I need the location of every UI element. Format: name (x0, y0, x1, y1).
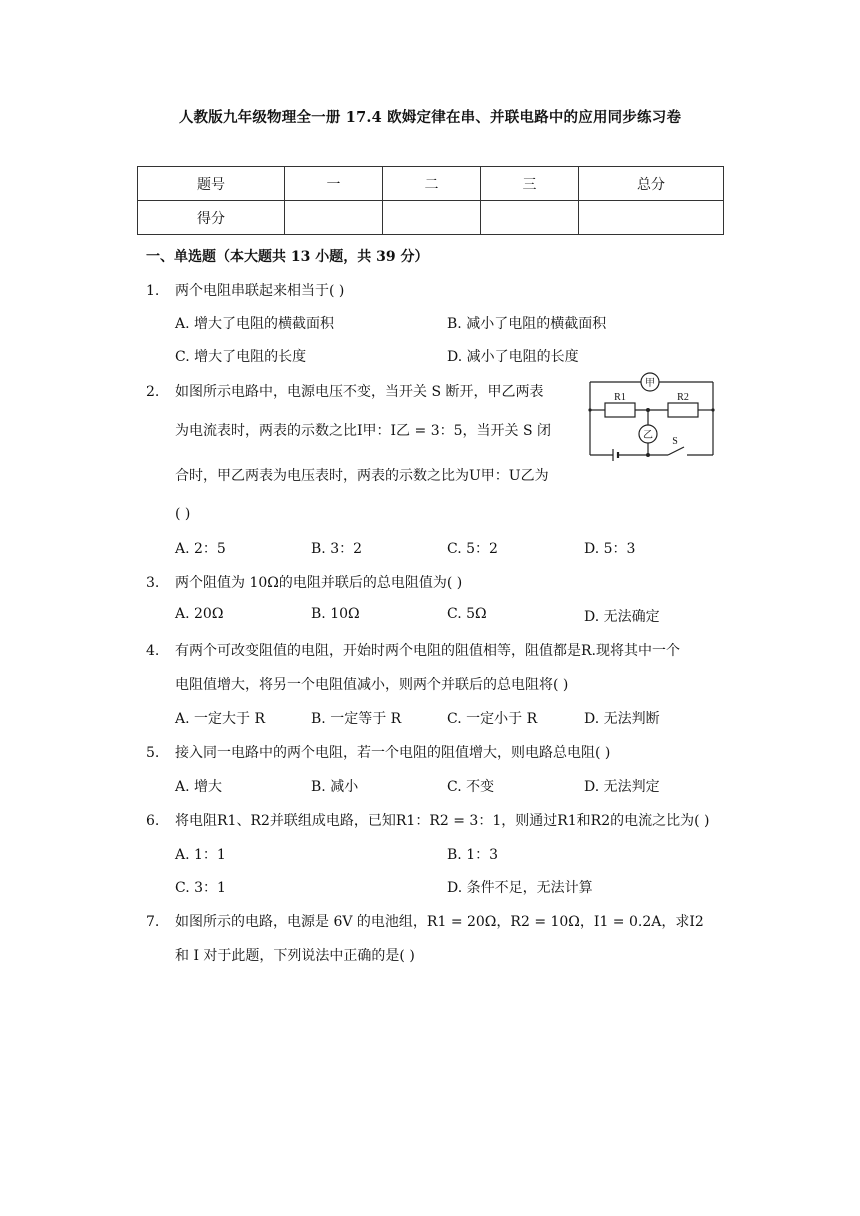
option-d: D. 无法判定 (584, 779, 660, 795)
option-c: C. 3：1 (175, 880, 226, 896)
switch-label: S (672, 436, 678, 447)
question-4 (146, 640, 680, 660)
option-a: A. 2：5 (175, 541, 226, 557)
question-line: 有两个可改变阻值的电阻，开始时两个电阻的阻值相等，阻值都是R.现将其中一个 (175, 643, 680, 659)
option-d: D. 条件不足，无法计算 (447, 880, 593, 896)
question-line: 和 I 对于此题，下列说法中正确的是( ) (175, 948, 415, 964)
question-2 (146, 381, 544, 401)
question-1 (146, 280, 344, 300)
table-header: 二 (383, 167, 481, 201)
question-number: 5. (146, 745, 160, 761)
meter-label-jia: 甲 (645, 378, 655, 389)
option-a: A. 增大了电阻的横截面积 (175, 316, 335, 332)
option-a: A. 1：1 (175, 847, 226, 863)
question-line: 合时，甲乙两表为电压表时，两表的示数之比为U甲：U乙为 (175, 468, 549, 484)
r1-label: R1 (614, 392, 626, 403)
option-b: B. 一定等于 R (311, 711, 402, 727)
question-number: 4. (146, 643, 160, 659)
option-b: B. 1：3 (447, 847, 499, 863)
table-header: 三 (481, 167, 579, 201)
option-c: C. 不变 (447, 779, 495, 795)
row-label: 得分 (138, 201, 285, 235)
option-b: B. 3：2 (311, 541, 363, 557)
option-c: C. 增大了电阻的长度 (175, 349, 307, 365)
table-header: 题号 (138, 167, 285, 201)
page-title: 人教版九年级物理全一册 17.4 欧姆定律在串、并联电路中的应用同步练习卷 (178, 109, 682, 126)
option-a: A. 一定大于 R (175, 711, 266, 727)
question-stem: 两个电阻串联起来相当于( ) (175, 283, 345, 299)
r2-label: R2 (677, 392, 689, 403)
question-number: 7. (146, 914, 160, 930)
circuit-diagram (585, 372, 717, 464)
table-header: 总分 (579, 167, 724, 201)
score-cell (285, 201, 383, 235)
table-row (138, 201, 724, 235)
option-b: B. 减小了电阻的横截面积 (447, 316, 607, 332)
option-b: B. 减小 (311, 779, 359, 795)
question-stem: 接入同一电路中的两个电阻，若一个电阻的阻值增大，则电路总电阻( ) (175, 745, 611, 761)
option-c: C. 5：2 (447, 541, 498, 557)
option-d: D. 减小了电阻的长度 (447, 349, 579, 365)
score-cell (481, 201, 579, 235)
score-table (137, 166, 724, 235)
question-line: 如图所示电路中，电源电压不变，当开关 S 断开，甲乙两表 (175, 384, 544, 400)
question-number: 3. (146, 575, 160, 591)
question-number: 1. (146, 283, 160, 299)
resistor-r1-symbol (605, 403, 635, 417)
question-number: 6. (146, 813, 160, 829)
resistor-r2-symbol (668, 403, 698, 417)
question-7 (146, 911, 704, 931)
table-row (138, 167, 724, 201)
option-d: D. 无法确定 (584, 609, 660, 625)
question-number: 2. (146, 384, 160, 400)
switch-symbol (668, 447, 684, 455)
meter-label-yi: 乙 (643, 430, 653, 441)
option-b: B. 10Ω (311, 606, 360, 622)
question-line: 为电流表时，两表的示数之比I甲：I乙 = 3：5，当开关 S 闭 (175, 423, 551, 439)
question-line: ( ) (175, 506, 191, 522)
section-heading: 一、单选题（本大题共 13 小题，共 39 分） (146, 249, 429, 265)
score-cell (383, 201, 481, 235)
option-d: D. 无法判断 (584, 711, 660, 727)
score-cell (579, 201, 724, 235)
question-stem: 两个阻值为 10Ω的电阻并联后的总电阻值为( ) (175, 575, 463, 591)
option-a: A. 增大 (175, 779, 223, 795)
question-5 (146, 742, 610, 762)
option-d: D. 5：3 (584, 541, 636, 557)
option-a: A. 20Ω (175, 606, 224, 622)
question-stem: 将电阻R1、R2并联组成电路，已知R1：R2 = 3：1，则通过R1和R2的电流之比为( ) (175, 813, 710, 829)
option-c: C. 5Ω (447, 606, 487, 622)
question-line: 电阻值增大，将另一个电阻值减小，则两个并联后的总电阻将( ) (175, 677, 569, 693)
option-c: C. 一定小于 R (447, 711, 538, 727)
question-3 (146, 572, 462, 592)
table-header: 一 (285, 167, 383, 201)
question-6 (146, 810, 710, 830)
question-line: 如图所示的电路，电源是 6V 的电池组，R1 = 20Ω，R2 = 10Ω，I1 = 0.2A，求I2 (175, 914, 704, 930)
